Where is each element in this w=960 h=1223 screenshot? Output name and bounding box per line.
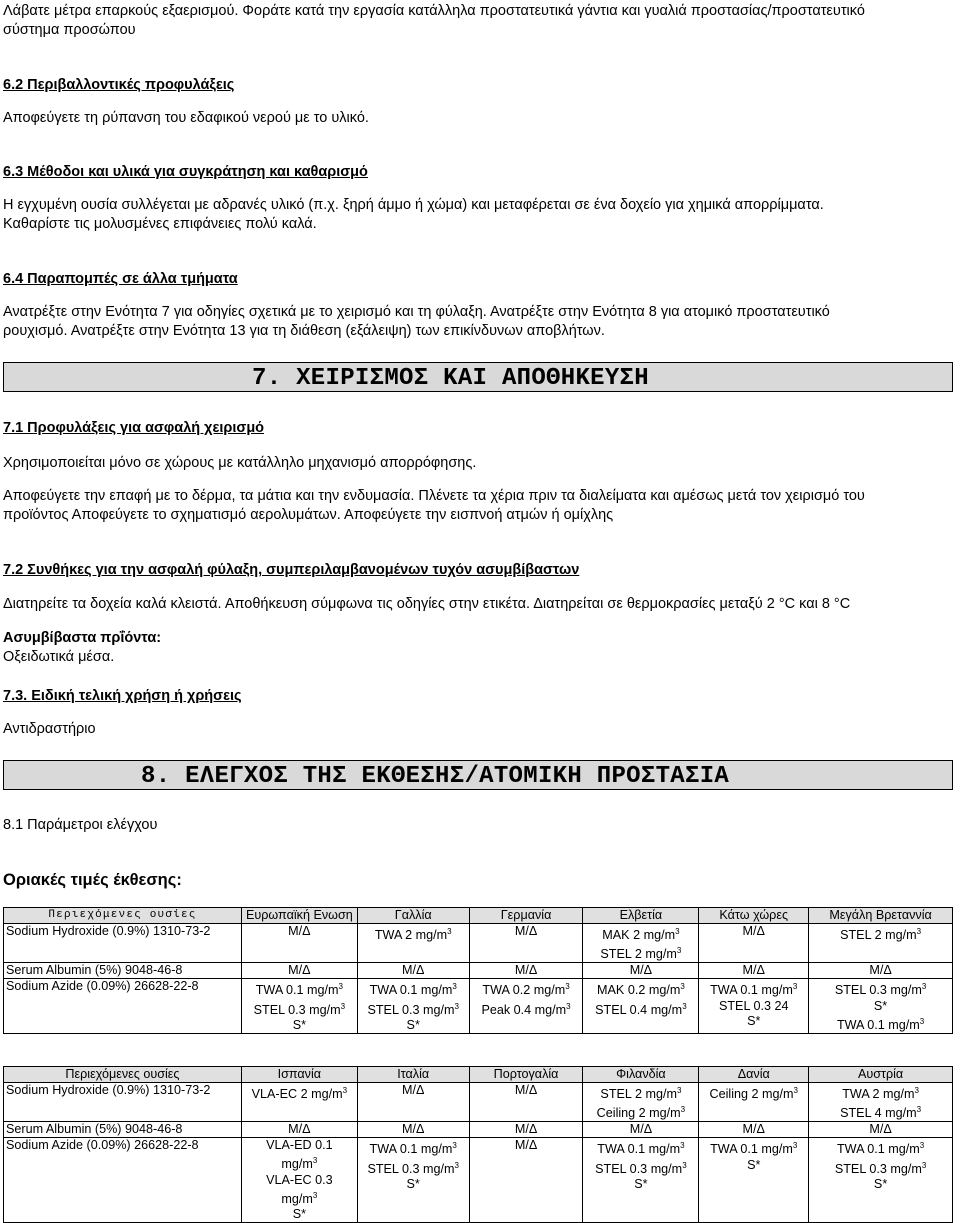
limit-value-line: TWA 2 $mg/m^3$ — [374, 927, 452, 943]
table-row — [4, 963, 953, 979]
section-8-banner — [3, 760, 953, 790]
limit-value-line: Μ/Δ — [514, 1083, 538, 1097]
text-6-4-line-2: ρουχισμό. Ανατρέξτε στην Ενότητα 13 για τη διάθεση (εξάλειψη) των επικίνδυνων αποβλήτων. — [3, 323, 605, 339]
limit-value-line: Μ/Δ — [869, 1122, 892, 1137]
limit-value-cell — [583, 924, 699, 963]
text-6-4-line-1: Ανατρέξτε στην Ενότητα 7 για οδηγίες σχετικά με το χειρισμό και τη φύλαξη. Ανατρέξτε στην Ενότητα 8 για ατομικό προστατευτικό — [3, 304, 830, 320]
limit-value-cell — [241, 979, 357, 1033]
limit-value-line: STEL 0.3 24 — [718, 998, 789, 1013]
limit-value-cell — [583, 1083, 699, 1122]
limit-value-line: VLA-EC 0.3 — [266, 1172, 333, 1187]
text-7-3: Αντιδραστήριο — [3, 721, 96, 737]
column-header: Περιεχόμενες ουσίες — [4, 908, 242, 924]
table-row — [4, 924, 953, 963]
limit-value-line: STEL 0.3 $mg/m^3$ — [253, 1001, 346, 1017]
limit-value-cell — [809, 963, 953, 979]
limit-value-line: Μ/Δ — [401, 1083, 425, 1097]
column-header: Γαλλία — [357, 908, 469, 924]
limits-table-1 — [3, 907, 953, 1034]
heading-8-1: 8.1 Παράμετροι ελέγχου — [3, 817, 158, 833]
limit-value-line: TWA 0.1 $mg/m^3$ — [836, 1141, 925, 1157]
substance-cell: Sodium Azide (0.09%) 26628-22-8 — [4, 1138, 242, 1222]
limit-value-cell — [357, 1138, 469, 1222]
limits-table-2 — [3, 1066, 953, 1223]
substance-cell: Sodium Azide (0.09%) 26628-22-8 — [4, 979, 242, 1033]
limit-value-line: Μ/Δ — [288, 963, 311, 978]
substance-cell: Serum Albumin (5%) 9048-46-8 — [4, 963, 242, 979]
limit-value-line: S* — [873, 1176, 888, 1191]
limit-value-line: S* — [292, 1017, 307, 1032]
limit-value-cell — [583, 963, 699, 979]
column-header: Μεγάλη Βρεταννία — [809, 908, 953, 924]
substance-cell: Sodium Hydroxide (0.9%) 1310-73-2 — [4, 1083, 242, 1122]
limit-value-cell — [357, 1083, 469, 1122]
limit-value-line: STEL 0.3 $mg/m^3$ — [367, 1001, 459, 1017]
limit-value-cell — [809, 1122, 953, 1138]
incompatible-heading: Ασυμβίβαστα πρΐόντα: — [3, 630, 162, 646]
limit-value-line: S* — [406, 1017, 420, 1032]
table-row — [4, 1122, 953, 1138]
limit-value-line: VLA-EC 2 $mg/m^3$ — [251, 1086, 348, 1102]
section-7-banner — [3, 362, 953, 392]
table-row — [4, 1138, 953, 1222]
text-6-3-line-1: Η εγχυμένη ουσία συλλέγεται με αδρανές υλικό (π.χ. ξηρή άμμο ή χώμα) και μεταφέρεται σε ένα δοχείο για χημικά απορρίμματα. — [3, 197, 824, 213]
column-header: Ιταλία — [357, 1067, 469, 1083]
limit-value-line: S* — [747, 1157, 761, 1172]
heading-7-1: 7.1 Προφυλάξεις για ασφαλή χειρισμό — [3, 420, 265, 436]
limit-value-line: STEL 0.3 $mg/m^3$ — [367, 1160, 459, 1176]
text-7-1-b-line-2: προϊόντος Αποφεύγετε το σχηματισμό αερολυμάτων. Αποφεύγετε την εισπνοή ατμών ή ομίχλης — [3, 507, 614, 523]
limit-value-line: TWA 0.1 $mg/m^3$ — [369, 1141, 457, 1157]
column-header: Γερμανία — [469, 908, 583, 924]
limit-value-cell — [241, 1122, 357, 1138]
column-header: Κάτω χώρες — [699, 908, 809, 924]
table-header-row — [4, 908, 953, 924]
limit-value-line: VLA-ED 0.1 — [266, 1138, 333, 1153]
limit-value-line: Μ/Δ — [629, 963, 653, 978]
limit-value-cell — [583, 1122, 699, 1138]
limit-value-line: STEL 2 $mg/m^3$ — [600, 946, 682, 962]
text-7-1-b-line-1: Αποφεύγετε την επαφή με το δέρμα, τα μάτια και την ενδυμασία. Πλένετε τα χέρια πριν τα διαλείματα και αμέσως μετά τον χειρισμό του — [3, 488, 865, 504]
column-header: Φιλανδία — [583, 1067, 699, 1083]
section-7-title: 7. ΧΕΙΡΙΣΜΟΣ ΚΑΙ ΑΠΟΘΗΚΕΥΣΗ — [252, 365, 649, 392]
limit-value-line: TWA 0.2 $mg/m^3$ — [482, 982, 570, 998]
limit-value-cell — [357, 1122, 469, 1138]
limit-value-cell — [241, 924, 357, 963]
text-7-2: Διατηρείτε τα δοχεία καλά κλειστά. Αποθήκευση σύμφωνα τις οδηγίες στην ετικέτα. Διατηρείται σε θερμοκρασίες μεταξύ 2 °C και 8 °C — [3, 596, 851, 612]
limit-value-line: Μ/Δ — [514, 1122, 538, 1137]
intro-line-2: σύστημα προσώπου — [3, 22, 136, 38]
column-header: Περιεχόμενες ουσίες — [4, 1067, 242, 1083]
table-row — [4, 979, 953, 1033]
table-body — [4, 1083, 953, 1223]
text-6-3-line-2: Καθαρίστε τις μολυσμένες επιφάνειες πολύ καλά. — [3, 216, 317, 232]
limit-value-line: Μ/Δ — [401, 1122, 425, 1137]
limit-value-cell — [583, 1138, 699, 1222]
substance-cell: Sodium Hydroxide (0.9%) 1310-73-2 — [4, 924, 242, 963]
exposure-limits-heading: Οριακές τιμές έκθεσης: — [3, 871, 182, 889]
limit-value-line: Μ/Δ — [629, 1122, 653, 1137]
limit-value-line: MAK 0.2 $mg/m^3$ — [597, 982, 685, 998]
limit-value-cell — [357, 979, 469, 1033]
column-header: Πορτογαλία — [469, 1067, 583, 1083]
heading-7-3: 7.3. Ειδική τελική χρήση ή χρήσεις — [3, 688, 242, 704]
limit-value-line: TWA 0.1 $mg/m^3$ — [836, 1016, 925, 1032]
limit-value-line: STEL 0.3 $mg/m^3$ — [834, 1160, 927, 1176]
limit-value-cell — [469, 1083, 583, 1122]
limit-value-line: Μ/Δ — [742, 963, 765, 978]
limit-value-line: S* — [634, 1176, 648, 1191]
limit-value-line: STEL 4 $mg/m^3$ — [840, 1105, 922, 1121]
limit-value-cell — [809, 1083, 953, 1122]
limit-value-line: TWA 0.1 $mg/m^3$ — [597, 1141, 685, 1157]
heading-6-4: 6.4 Παραπομπές σε άλλα τμήματα — [3, 271, 238, 287]
text-7-1-a: Χρησιμοποιείται μόνο σε χώρους με κατάλληλο μηχανισμό απορρόφησης. — [3, 455, 477, 471]
limit-value-line: Ceiling 2 $mg/m^3$ — [709, 1086, 798, 1102]
limit-value-line: S* — [873, 998, 888, 1013]
limit-value-line: Μ/Δ — [288, 1122, 311, 1137]
intro-line-1: Λάβατε μέτρα επαρκούς εξαερισμού. Φοράτε κατά την εργασία κατάλληλα προστατευτικά γάντια και γυαλιά προστασίας/προστατευτικό — [3, 3, 865, 19]
limit-value-line: S* — [292, 1206, 306, 1221]
table-body — [4, 924, 953, 1034]
limit-value-cell — [699, 1138, 809, 1222]
limit-value-line: STEL 2 $mg/m^3$ — [600, 1086, 682, 1102]
limit-value-cell — [469, 1138, 583, 1222]
table-header-row — [4, 1067, 953, 1083]
limit-value-line: Μ/Δ — [514, 1138, 538, 1153]
substance-cell: Serum Albumin (5%) 9048-46-8 — [4, 1122, 242, 1138]
limit-value-cell — [469, 1122, 583, 1138]
heading-6-2: 6.2 Περιβαλλοντικές προφυλάξεις — [3, 77, 235, 93]
limit-value-line: S* — [406, 1176, 420, 1191]
limit-value-line: STEL 0.3 $mg/m^3$ — [595, 1160, 687, 1176]
limit-value-line: Μ/Δ — [869, 963, 892, 978]
text-6-2: Αποφεύγετε τη ρύπανση του εδαφικού νερού με το υλικό. — [3, 110, 369, 126]
limit-value-line: TWA 0.1 $mg/m^3$ — [255, 982, 343, 998]
column-header: Ευρωπαϊκή Ενωση — [241, 908, 357, 924]
limit-value-line: Μ/Δ — [514, 963, 538, 978]
limit-value-line: Μ/Δ — [402, 963, 425, 978]
limit-value-cell — [699, 963, 809, 979]
column-header: Δανία — [699, 1067, 809, 1083]
limit-value-cell — [469, 979, 583, 1033]
limit-value-line: Μ/Δ — [742, 924, 765, 938]
table-row — [4, 1083, 953, 1122]
limit-value-line: Peak 0.4 $mg/m^3$ — [481, 1001, 571, 1017]
limit-value-line: Μ/Δ — [742, 1122, 765, 1137]
incompatible-text: Οξειδωτικά μέσα. — [3, 649, 115, 665]
section-8-title: 8. ΕΛΕΓΧΟΣ ΤΗΣ ΕΚΘΕΣΗΣ/ΑΤΟΜΙΚΗ ΠΡΟΣΤΑΣΙΑ — [141, 763, 730, 790]
limit-value-cell — [699, 1122, 809, 1138]
limit-value-line: Μ/Δ — [514, 924, 538, 938]
limit-value-cell — [809, 1138, 953, 1222]
limit-value-line: Ceiling 2 $mg/m^3$ — [596, 1105, 686, 1121]
limit-value-cell — [809, 924, 953, 963]
limit-value-line: STEL 0.4 $mg/m^3$ — [595, 1001, 687, 1017]
column-header: Ισπανία — [241, 1067, 357, 1083]
limit-value-line: STEL 2 $mg/m^3$ — [840, 927, 922, 943]
limit-value-cell — [241, 1138, 357, 1222]
limit-value-cell — [241, 1083, 357, 1122]
limit-value-line: S* — [747, 1013, 761, 1028]
limit-value-cell — [469, 924, 583, 963]
column-header: Αυστρία — [809, 1067, 953, 1083]
limit-value-line: TWA 0.1 $mg/m^3$ — [710, 1141, 798, 1157]
limit-value-line: $mg/m^3$ — [281, 1190, 318, 1206]
heading-7-2: 7.2 Συνθήκες για την ασφαλή φύλαξη, συμπεριλαμβανομένων τυχόν ασυμβίβαστων — [3, 562, 580, 578]
limit-value-line: MAK 2 $mg/m^3$ — [602, 927, 680, 943]
limit-value-cell — [699, 1083, 809, 1122]
limit-value-cell — [357, 924, 469, 963]
limit-value-line: Μ/Δ — [288, 924, 311, 938]
column-header: Ελβετία — [583, 908, 699, 924]
limit-value-cell — [809, 979, 953, 1033]
limit-value-cell — [583, 979, 699, 1033]
limit-value-line: TWA 2 $mg/m^3$ — [842, 1086, 919, 1102]
limit-value-cell — [699, 924, 809, 963]
limit-value-line: STEL 0.3 $mg/m^3$ — [834, 982, 927, 998]
heading-6-3: 6.3 Μέθοδοι και υλικά για συγκράτηση και καθαρισμό — [3, 164, 368, 180]
limit-value-cell — [241, 963, 357, 979]
limit-value-cell — [357, 963, 469, 979]
limit-value-cell — [699, 979, 809, 1033]
limit-value-line: TWA 0.1 $mg/m^3$ — [710, 982, 798, 998]
limit-value-cell — [469, 963, 583, 979]
limit-value-line: $mg/m^3$ — [281, 1156, 318, 1172]
limit-value-line: TWA 0.1 $mg/m^3$ — [369, 982, 457, 998]
